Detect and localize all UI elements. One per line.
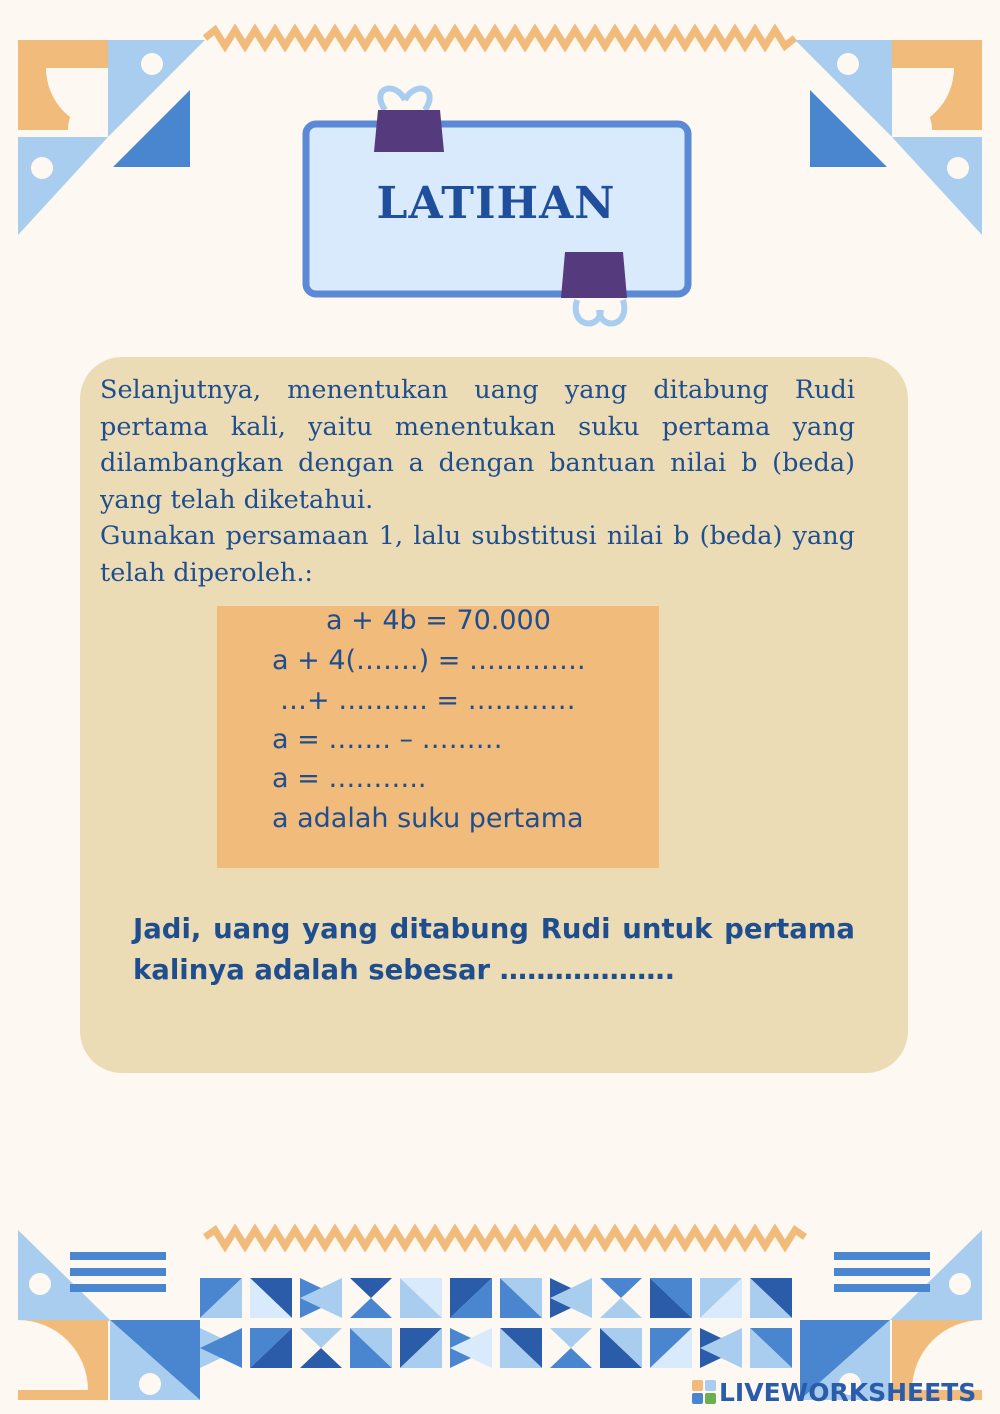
binder-clip-top-icon bbox=[374, 89, 444, 152]
binder-clip-ring-bottom-icon bbox=[565, 296, 635, 336]
calc-line-1: a + 4b = 70.000 bbox=[326, 605, 551, 636]
brand-text: LIVEWORKSHEETS bbox=[719, 1377, 977, 1407]
conclusion-text: Jadi, uang yang ditabung Rudi untuk pertama kalinya adalah sebesar ………………. bbox=[133, 913, 855, 986]
zigzag-border-top bbox=[205, 30, 795, 46]
intro-paragraph-2: Gunakan persamaan 1, lalu substitusi nilai b (beda) yang telah diperoleh.: bbox=[100, 521, 855, 588]
calc-line-4: a = ……. – ……… bbox=[272, 724, 503, 755]
intro-paragraph-1: Selanjutnya, menentukan uang yang ditabung Rudi pertama kali, yaitu menentukan suku pertama yang dilambangkan dengan a dengan bantuan nilai b (beda) yang telah diketahui. bbox=[100, 375, 855, 515]
liveworksheets-brand bbox=[692, 1376, 976, 1408]
zigzag-border-bottom bbox=[205, 1230, 805, 1246]
intro-text bbox=[100, 372, 855, 591]
liveworksheets-logo-icon bbox=[692, 1380, 716, 1404]
calc-line-5: a = ……….. bbox=[272, 763, 427, 794]
binder-clip-bottom-icon bbox=[561, 252, 627, 298]
corner-top-right bbox=[795, 40, 982, 235]
corner-top-left bbox=[18, 40, 205, 235]
calc-line-2: a + 4(…….) = …………. bbox=[272, 645, 586, 676]
calc-line-6: a adalah suku pertama bbox=[272, 803, 584, 834]
corner-bottom-right bbox=[800, 1230, 982, 1400]
page-title: LATIHAN bbox=[376, 178, 616, 229]
corner-bottom-left bbox=[18, 1230, 200, 1400]
mosaic-pattern bbox=[200, 1278, 792, 1368]
calc-line-3: …+ ………. = ………… bbox=[280, 685, 576, 716]
